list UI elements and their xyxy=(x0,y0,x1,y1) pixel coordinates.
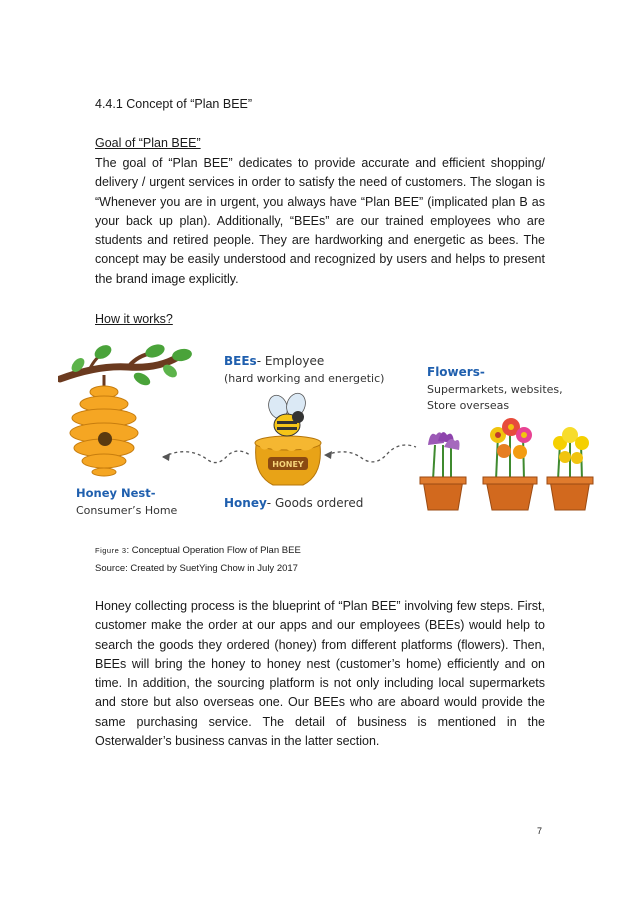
section-heading: 4.4.1 Concept of “Plan BEE” xyxy=(95,97,253,111)
beehive-icon xyxy=(70,375,138,476)
honey-label xyxy=(224,496,363,510)
bees-role: - Employee xyxy=(256,354,325,368)
flowers-dash: - xyxy=(479,365,485,379)
nest-label xyxy=(76,486,156,500)
bees-sub: (hard working and energetic) xyxy=(224,372,385,385)
flowers-line2: Store overseas xyxy=(427,399,510,412)
branch-icon xyxy=(60,342,193,388)
nest-title: Honey Nest xyxy=(76,486,151,500)
nest-sub: Consumer’s Home xyxy=(76,504,178,517)
figure-source: Source: Created by SuetYing Chow in July 2017 xyxy=(95,563,298,574)
figure-caption-label: Figure 3 xyxy=(95,546,127,555)
figure-caption-text: : Conceptual Operation Flow of Plan BEE xyxy=(126,545,301,556)
flowers-line1: Supermarkets, websites, xyxy=(427,383,563,396)
how-it-works-heading: How it works? xyxy=(95,312,173,326)
process-paragraph: Honey collecting process is the blueprint of “Plan BEE” involving few steps. First, customer make the order at our apps and our employees (BEEs) would help to search the goods they ordered (honey) from different platforms (flowers). Then, BEEs will bring the honey to honey nest (customer’s home) efficiently and on time. In addition, the sourcing platform is not only including local supermarkets and store but also overseas one. Our BEEs who are aboard would provide the same purchasing service. The detail of business is mentioned in the Osterwalder’s business canvas in the latter section. xyxy=(95,599,545,749)
bees-title: BEEs xyxy=(224,354,257,368)
flowers-label xyxy=(427,365,485,379)
honey-title: Honey xyxy=(224,496,267,510)
honey-role: - Goods ordered xyxy=(266,496,364,510)
arrow-to-nest-icon xyxy=(162,451,250,463)
goal-heading: Goal of “Plan BEE” xyxy=(95,136,201,150)
figure-caption xyxy=(95,545,301,556)
plan-bee-flow-figure xyxy=(58,335,598,530)
bee-icon xyxy=(265,391,308,436)
honey-pot-icon xyxy=(255,436,321,485)
bees-label xyxy=(224,354,324,368)
flowers-title: Flowers xyxy=(427,365,480,379)
nest-dash: - xyxy=(150,486,156,500)
flower-pots-icon xyxy=(420,418,593,510)
pot-label: HONEY xyxy=(272,460,304,469)
arrow-to-honey-icon xyxy=(324,445,416,462)
goal-paragraph: The goal of “Plan BEE” dedicates to provide accurate and efficient shopping/ delivery / urgent services in order to satisfy the need of customers. The slogan is “Whenever you are in urgent, you always have “Plan BEE” (implicated plan B as your back up plan). Additionally, “BEEs” are our trained employees who are students and retired people. They are hardworking and energetic as bees. The concept may be easily understood and recognized by users and helps to present the brand image explicitly. xyxy=(95,156,545,286)
page-number: 7 xyxy=(537,826,543,836)
